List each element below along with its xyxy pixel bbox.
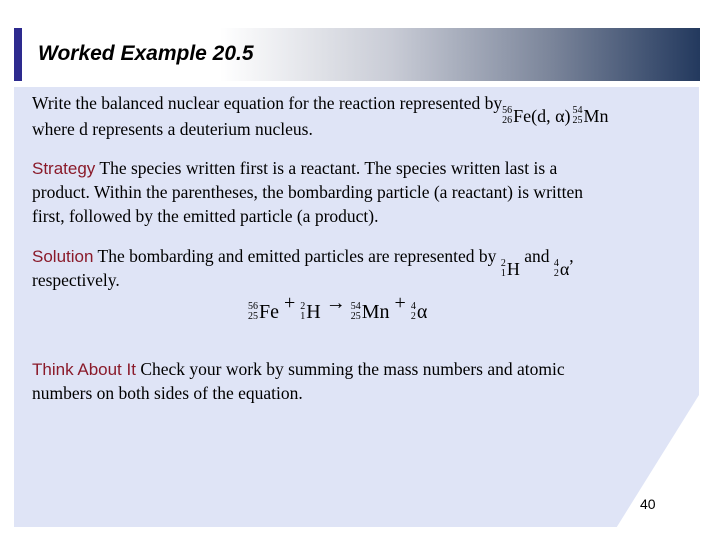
- reaction-mn-symbol: Mn: [583, 106, 609, 126]
- deuteron-atomic: 1: [500, 268, 506, 279]
- eq-fe-symbol: Fe: [259, 301, 279, 323]
- deuteron-symbol: H: [506, 259, 520, 279]
- think-line-2: numbers on both sides of the equation.: [32, 383, 303, 403]
- eq-h-mass: 2: [300, 301, 306, 312]
- alpha-mass: 4: [553, 258, 559, 269]
- alpha-symbol: α: [559, 259, 570, 279]
- eq-mn-symbol: Mn: [361, 301, 390, 323]
- alpha-notation: [554, 258, 569, 280]
- strategy-text-1: The species written first is a reactant. The species written last is a: [99, 158, 558, 178]
- think-label: Think About It: [32, 360, 136, 379]
- solution-label: Solution: [32, 247, 94, 266]
- eq-deuteron: [300, 301, 320, 323]
- think-text-1: Check your work by summing the mass numbers and atomic: [140, 359, 565, 379]
- reaction-fe-symbol: Fe(d, α): [513, 106, 571, 126]
- mn-atomic-number: 25: [572, 115, 583, 126]
- page-number: 40: [640, 496, 656, 512]
- problem-line-2: where d represents a deuterium nucleus.: [32, 119, 313, 139]
- strategy-label: Strategy: [32, 159, 96, 178]
- eq-a-mass: 4: [410, 301, 416, 312]
- solution-comma: ,: [569, 246, 574, 266]
- eq-manganese: [351, 301, 390, 323]
- slide-title: Worked Example 20.5: [38, 42, 254, 65]
- eq-iron: [248, 301, 279, 323]
- eq-plus-2: +: [394, 292, 406, 314]
- eq-mn-atomic: 25: [350, 311, 361, 322]
- eq-a-symbol: α: [416, 301, 428, 323]
- reaction-notation: [502, 105, 608, 127]
- solution-text-1: The bombarding and emitted particles are represented by: [97, 246, 497, 266]
- deuteron-notation: [501, 258, 520, 280]
- slide-header: [14, 28, 700, 81]
- alpha-atomic: 2: [553, 268, 559, 279]
- eq-arrow: →: [325, 292, 346, 314]
- eq-mn-mass: 54: [350, 301, 361, 312]
- eq-h-symbol: H: [306, 301, 321, 323]
- fe-mass-number: 56: [502, 105, 513, 116]
- header-accent-bar: [14, 28, 22, 81]
- solution-line-2: respectively.: [32, 270, 120, 290]
- strategy-line-2: product. Within the parentheses, the bombarding particle (a reactant) is written: [32, 182, 584, 202]
- strategy-line-3: first, followed by the emitted particle (a product).: [32, 206, 379, 226]
- balanced-equation: [248, 292, 427, 323]
- deuteron-mass: 2: [500, 258, 506, 269]
- eq-alpha: [411, 301, 427, 323]
- think-line-1: [32, 358, 565, 381]
- and-word: and: [524, 246, 550, 266]
- fe-atomic-number: 26: [502, 115, 513, 126]
- mn-mass-number: 54: [572, 105, 583, 116]
- eq-a-atomic: 2: [410, 311, 416, 322]
- strategy-line-1: [32, 157, 557, 180]
- eq-h-atomic: 1: [300, 311, 306, 322]
- problem-line-1: Write the balanced nuclear equation for the reaction represented by: [32, 93, 503, 113]
- eq-fe-mass: 56: [248, 301, 258, 312]
- eq-plus-1: +: [284, 292, 296, 314]
- eq-fe-atomic: 25: [248, 311, 258, 322]
